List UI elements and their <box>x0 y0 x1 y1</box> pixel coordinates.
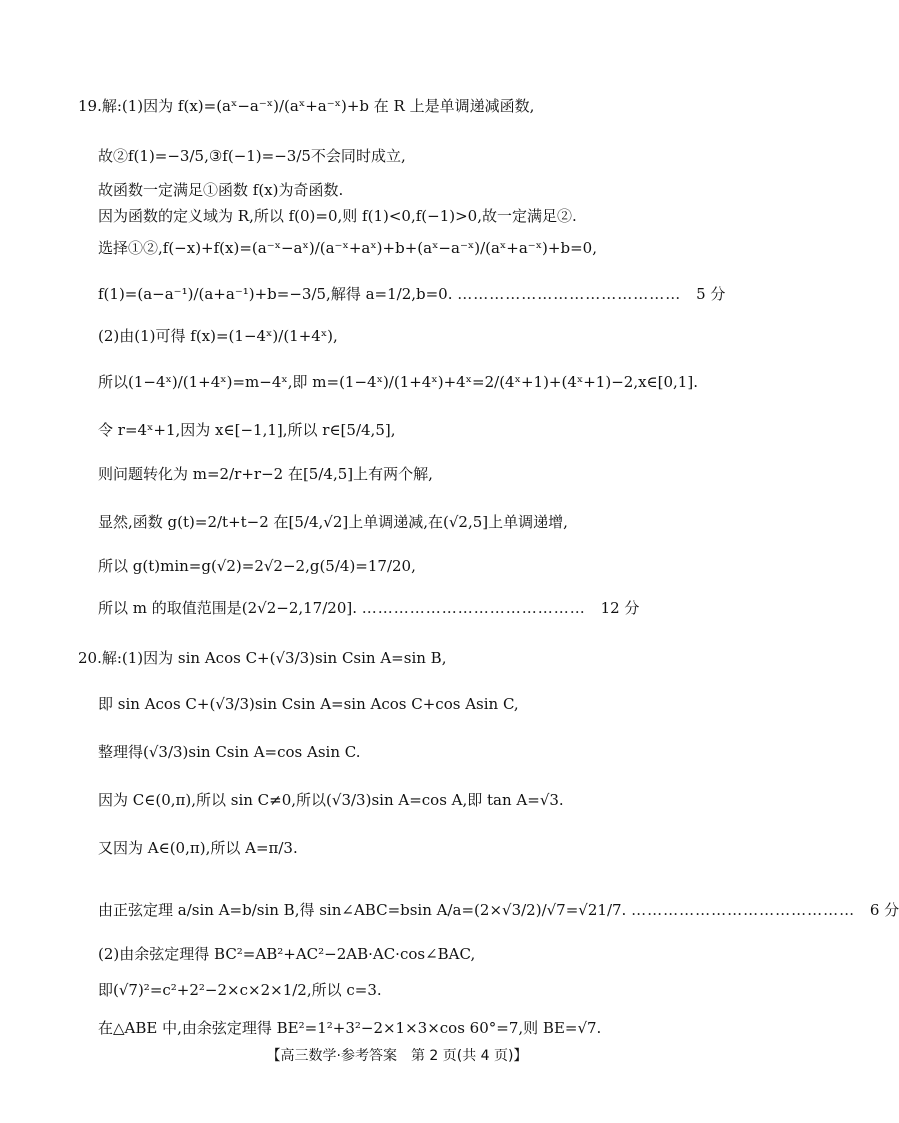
p20-line-5: 又因为 A∈(0,π),所以 A=π/3. <box>98 839 298 857</box>
p20-line-6: 由正弦定理 a/sin A=b/sin B,得 sin∠ABC=bsin A/a=(2×√3/2)/√7=√21/7. …………………………………… 6 分 <box>98 901 899 919</box>
leader-dots: …………………………………… <box>457 285 682 303</box>
p19-line-10: 则问题转化为 m=2/r+r−2 在[5/4,5]上有两个解, <box>98 465 433 483</box>
p19-line-6: f(1)=(a−a⁻¹)/(a+a⁻¹)+b=−3/5,解得 a=1/2,b=0. …………………………………… 5 分 <box>98 285 726 303</box>
p19-line-1: 19.解:(1)因为 f(x)=(aˣ−a⁻ˣ)/(aˣ+a⁻ˣ)+b 在 R 上是单调递减函数, <box>78 97 535 115</box>
p20-line-4: 因为 C∈(0,π),所以 sin C≠0,所以(√3/3)sin A=cos A,即 tan A=√3. <box>98 791 564 809</box>
p19-line-7: (2)由(1)可得 f(x)=(1−4ˣ)/(1+4ˣ), <box>98 327 338 345</box>
p19-line-13: 所以 m 的取值范围是(2√2−2,17/20]. …………………………………… 12 分 <box>98 599 640 617</box>
score-mark: 12 分 <box>600 599 640 617</box>
p20-line-3: 整理得(√3/3)sin Csin A=cos Asin C. <box>98 743 361 761</box>
p20-line-2: 即 sin Acos C+(√3/3)sin Csin A=sin Acos C+cos Asin C, <box>98 695 519 713</box>
p20-line-9: 在△ABE 中,由余弦定理得 BE²=1²+3²−2×1×3×cos 60°=7,则 BE=√7. <box>98 1019 602 1037</box>
p20-line-8: 即(√7)²=c²+2²−2×c×2×1/2,所以 c=3. <box>98 981 382 999</box>
p19-line-3: 故函数一定满足①函数 f(x)为奇函数. <box>98 181 344 199</box>
page-footer: 【高三数学·参考答案 第 2 页(共 4 页)】 <box>266 1048 528 1064</box>
score-mark: 6 分 <box>869 901 899 919</box>
p19-line-2: 故②f(1)=−3/5,③f(−1)=−3/5不会同时成立, <box>98 147 406 165</box>
p20-line-1: 20.解:(1)因为 sin Acos C+(√3/3)sin Csin A=sin B, <box>78 649 447 667</box>
p20-line-7: (2)由余弦定理得 BC²=AB²+AC²−2AB·AC·cos∠BAC, <box>98 945 476 963</box>
p19-line-8: 所以(1−4ˣ)/(1+4ˣ)=m−4ˣ,即 m=(1−4ˣ)/(1+4ˣ)+4ˣ=2/(4ˣ+1)+(4ˣ+1)−2,x∈[0,1]. <box>98 373 698 391</box>
score-mark: 5 分 <box>696 285 726 303</box>
p19-line-4: 因为函数的定义域为 R,所以 f(0)=0,则 f(1)<0,f(−1)>0,故一定满足②. <box>98 207 577 225</box>
p19-line-12: 所以 g(t)min=g(√2)=2√2−2,g(5/4)=17/20, <box>98 557 416 575</box>
p19-line-11: 显然,函数 g(t)=2/t+t−2 在[5/4,√2]上单调递减,在(√2,5]上单调递增, <box>98 513 568 531</box>
p19-line-5: 选择①②,f(−x)+f(x)=(a⁻ˣ−aˣ)/(a⁻ˣ+aˣ)+b+(aˣ−a⁻ˣ)/(aˣ+a⁻ˣ)+b=0, <box>98 239 597 257</box>
p19-line-9: 令 r=4ˣ+1,因为 x∈[−1,1],所以 r∈[5/4,5], <box>98 421 396 439</box>
leader-dots: …………………………………… <box>631 901 856 919</box>
leader-dots: …………………………………… <box>361 599 586 617</box>
